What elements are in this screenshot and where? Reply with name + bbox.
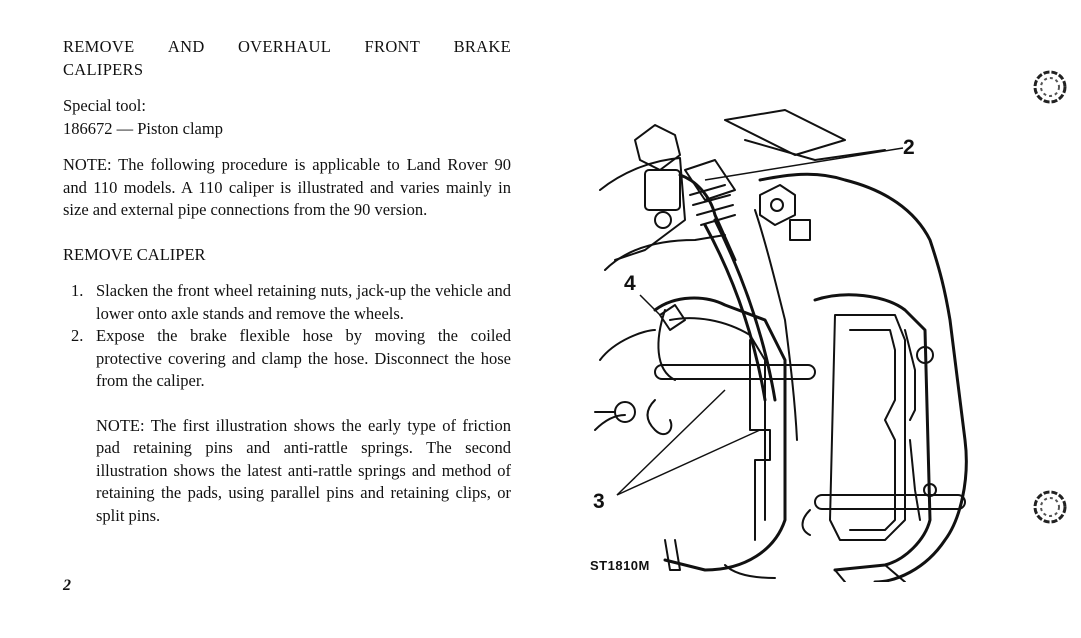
callout-4: 4 bbox=[624, 272, 636, 295]
page-heading bbox=[63, 36, 511, 81]
page-number: 2 bbox=[63, 577, 71, 594]
text-column bbox=[63, 36, 511, 527]
heading-word: BRAKE bbox=[453, 37, 511, 56]
step-text: Slacken the front wheel retaining nuts, jack-up the vehicle and lower onto axle stands and remove the wheels. bbox=[96, 281, 511, 323]
steps-list bbox=[63, 280, 511, 393]
heading-word: AND bbox=[167, 37, 205, 56]
heading-line-2: CALIPERS bbox=[63, 59, 144, 79]
step-note: NOTE: The first illustration shows the early type of friction pad retaining pins and anti-rattle springs. The second illustration shows the latest anti-rattle springs and method of retaining the pads, using parallel pins and retaining clips, or split pins. bbox=[96, 415, 511, 525]
callout-2: 2 bbox=[903, 136, 915, 159]
special-tool-block bbox=[63, 95, 511, 140]
section-title: REMOVE CALIPER bbox=[63, 244, 206, 264]
step-text: Expose the brake flexible hose by moving the coiled protective covering and clamp the hose. Disconnect the hose from the caliper. bbox=[96, 326, 511, 390]
special-tool-item: 186672 — Piston clamp bbox=[63, 118, 223, 138]
intro-note: NOTE: The following procedure is applicable to Land Rover 90 and 110 models. A 110 caliper is illustrated and varies mainly in size and external pipe connections from the 90 version. bbox=[63, 155, 511, 219]
step-item bbox=[63, 280, 511, 325]
heading-word: FRONT bbox=[364, 37, 421, 56]
heading-word: OVERHAUL bbox=[237, 37, 332, 56]
heading-word: REMOVE bbox=[63, 37, 135, 56]
step-item bbox=[63, 325, 511, 393]
special-tool-label: Special tool: bbox=[63, 96, 146, 115]
punch-hole-icon bbox=[1033, 70, 1067, 104]
callout-3: 3 bbox=[593, 490, 605, 513]
step-number: 1. bbox=[71, 281, 84, 300]
figure-code: ST1810M bbox=[590, 558, 650, 573]
step-number: 2. bbox=[71, 326, 84, 345]
brake-caliper-illustration bbox=[585, 100, 985, 582]
heading-line-1 bbox=[63, 36, 511, 59]
punch-hole-icon bbox=[1033, 490, 1067, 524]
